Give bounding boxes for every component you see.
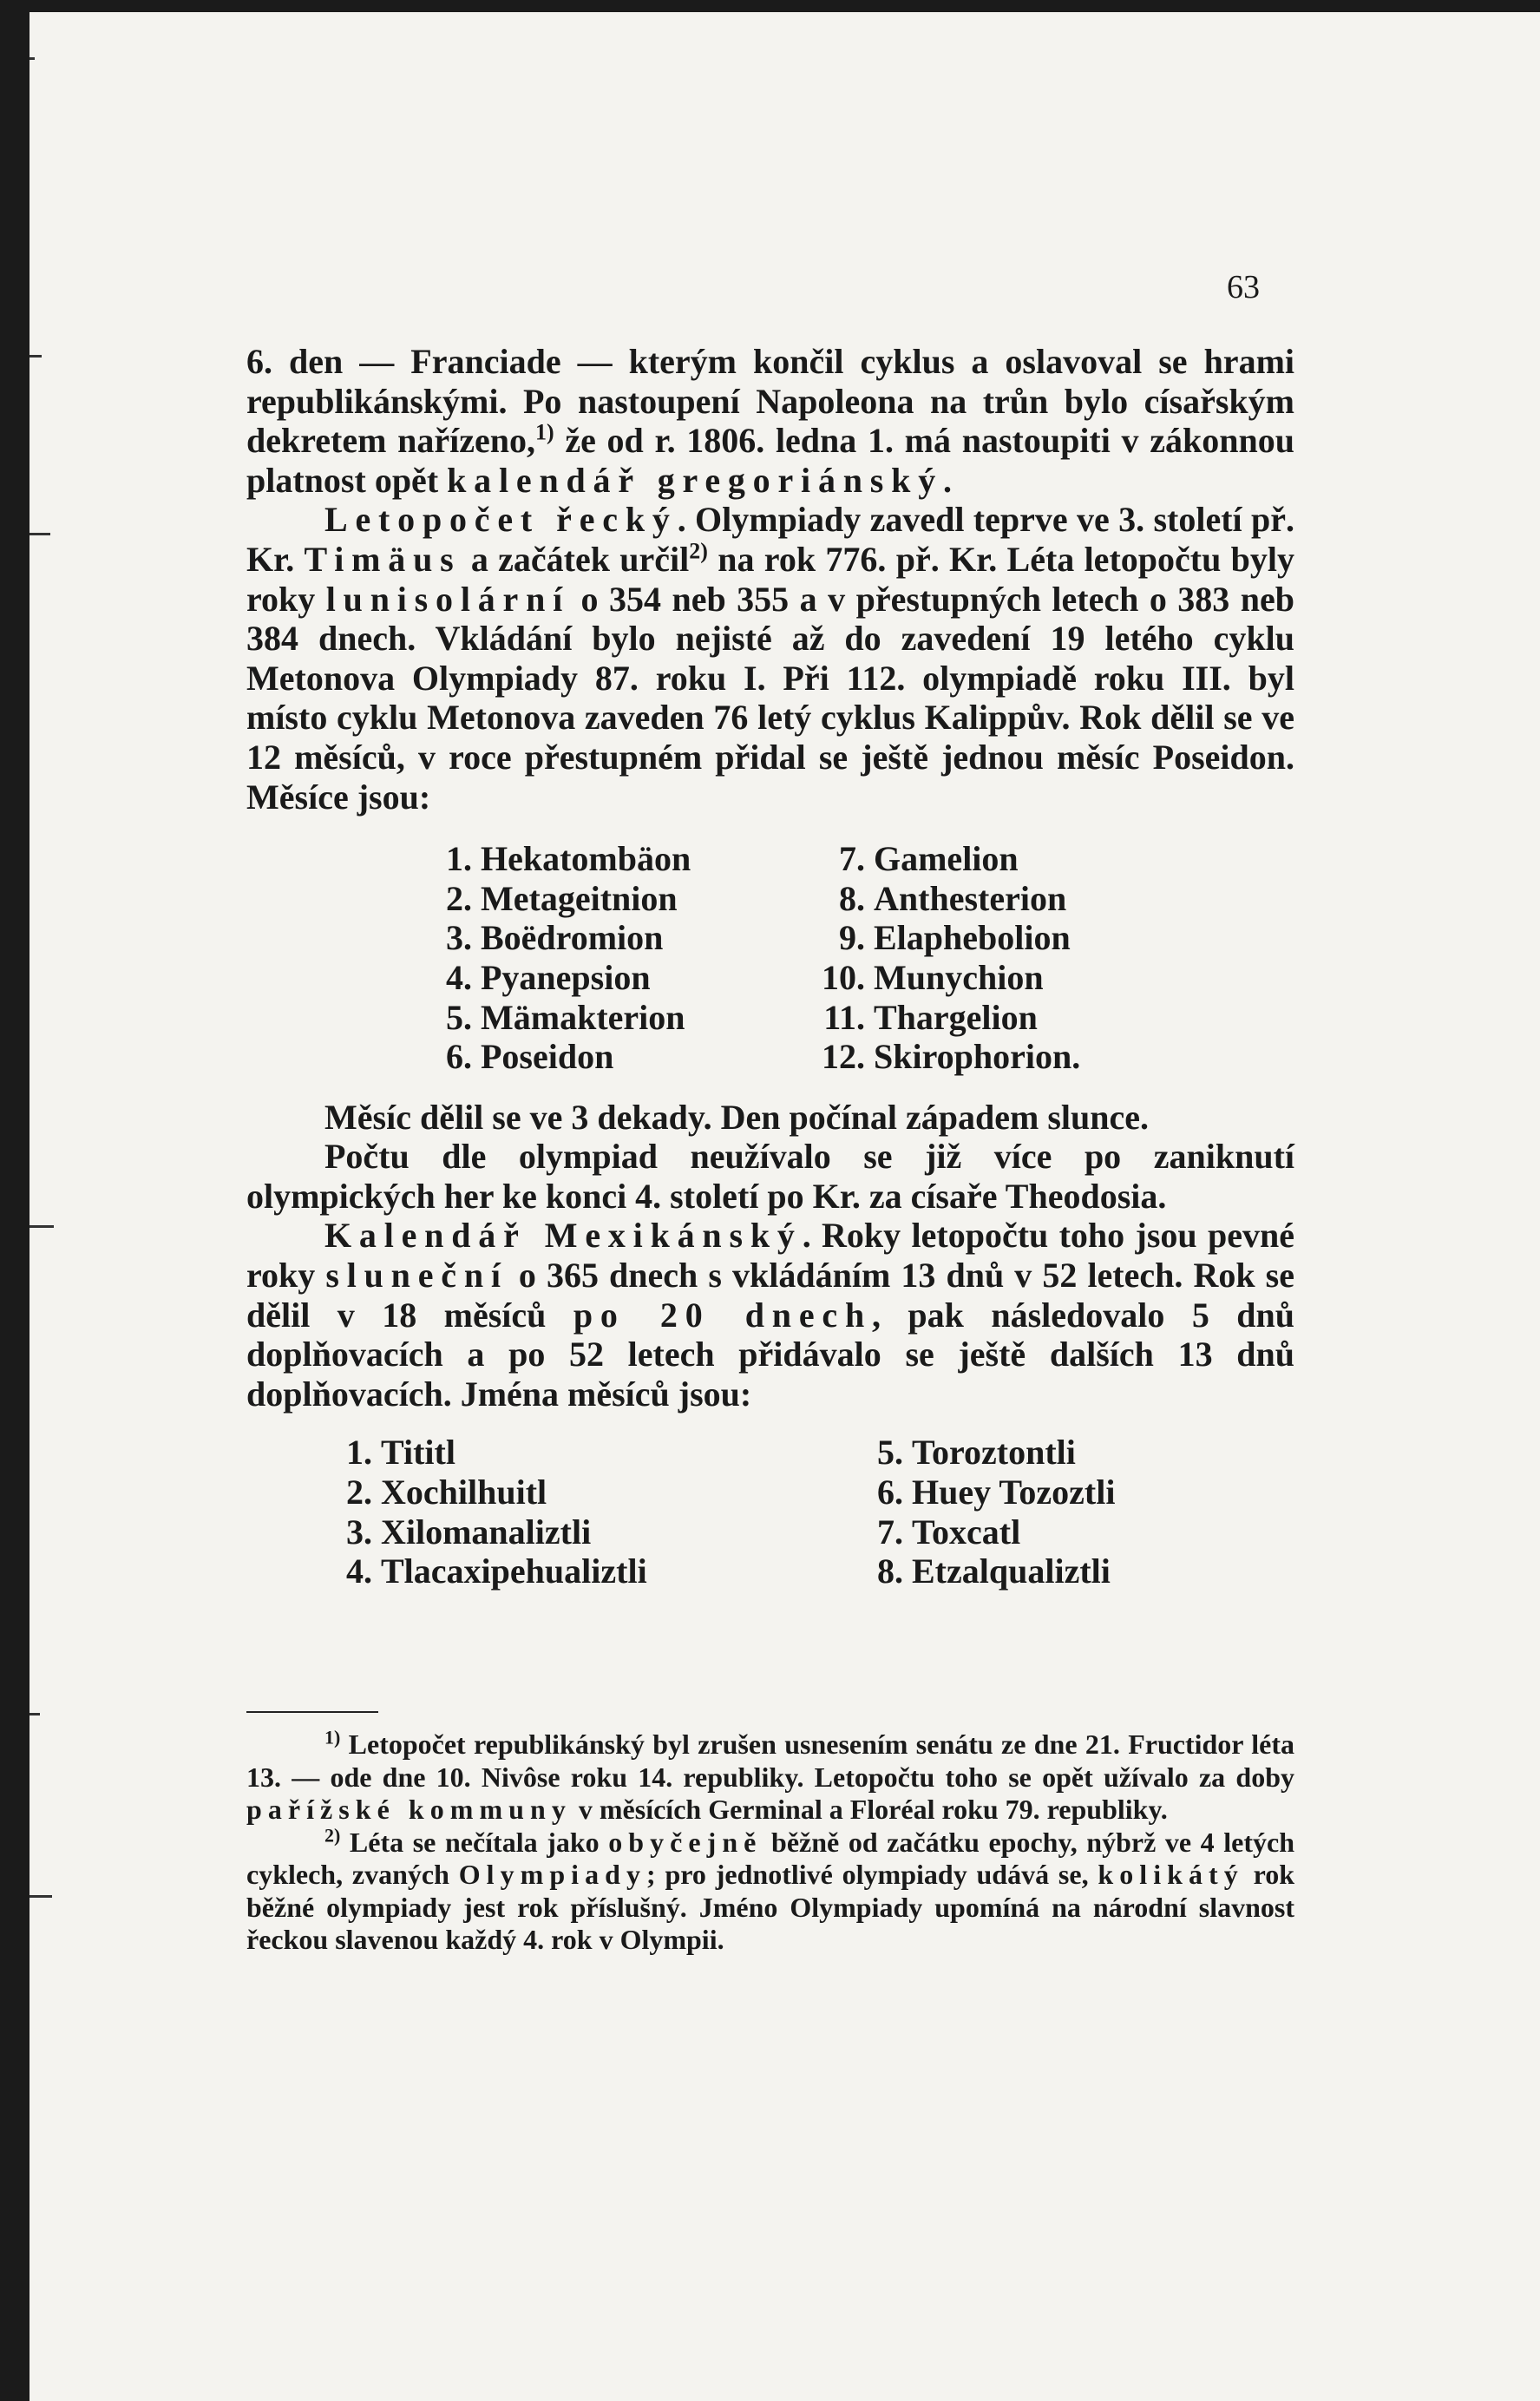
month-number: 2. — [446, 878, 472, 918]
month-name: Toxcatl — [912, 1512, 1021, 1551]
greek-month-item — [813, 998, 1160, 1038]
greek-month-item — [420, 1037, 813, 1077]
paragraph-olympiad-end: Počtu dle olympiad neužívalo se již více po zaniknutí olympických her ke konci 4. století po Kr. za císaře Theodosia. — [246, 1137, 1294, 1216]
month-name: Thargelion — [874, 997, 1038, 1037]
body-text — [246, 342, 1294, 1612]
greek-month-item — [813, 879, 1160, 919]
month-name: Tititl — [381, 1433, 455, 1473]
month-number: 7. — [877, 1512, 903, 1551]
greek-month-item — [420, 839, 813, 879]
month-name: Pyanepsion — [481, 957, 651, 997]
month-number: 11. — [823, 997, 865, 1037]
month-number: 9. — [839, 918, 865, 958]
month-number: 8. — [839, 878, 865, 918]
month-name: Anthesterion — [874, 878, 1067, 918]
mexican-month-item — [864, 1473, 1211, 1512]
paragraph-mexican-calendar: Kalendář Mexikánský. Roky letopočtu toho jsou pevné roky sluneční o 365 dnech s vkládáním 13 dnů v 52 letech. Rok se dělil v 18 měsíců po 20 dnech, pak následovalo 5 dnů doplňovacích a po 52 letech přidávalo se ještě dalších 13 dnů doplňovacích. Jména měsíců jsou: — [246, 1216, 1295, 1414]
footnote-divider — [246, 1711, 378, 1713]
month-number: 4. — [446, 957, 472, 997]
greek-month-item — [813, 918, 1160, 958]
mexican-month-item — [333, 1512, 864, 1552]
month-number: 4. — [346, 1551, 372, 1591]
month-name: Munychion — [874, 957, 1044, 997]
binding-edge — [29, 12, 64, 2401]
month-name: Tlacaxipehualiztli — [381, 1551, 647, 1591]
month-number: 5. — [877, 1433, 903, 1473]
footnote-ref-2: 2) — [689, 538, 708, 564]
greek-month-item — [813, 958, 1160, 998]
mexican-month-item — [864, 1551, 1211, 1591]
month-number: 6. — [446, 1037, 472, 1077]
footnotes — [246, 1726, 1295, 1957]
footnote-ref-1: 1) — [534, 419, 554, 445]
page-number: 63 — [1227, 269, 1260, 305]
month-name: Xilomanaliztli — [381, 1512, 592, 1551]
month-number: 5. — [446, 997, 472, 1037]
mexican-month-item — [333, 1433, 864, 1473]
month-name: Mämakterion — [481, 997, 685, 1037]
month-name: Skirophorion. — [874, 1037, 1081, 1077]
paragraph-decades: Měsíc dělil se ve 3 dekady. Den počínal západem slunce. — [324, 1097, 1149, 1137]
greek-month-item — [813, 1037, 1160, 1077]
paragraph-greek-calendar: Letopočet řecký. Olympiady zavedl teprve ve 3. století př. Kr. Timäus a začátek určil$^{2)}$ na rok 776. př. Kr. Léta letopočtu byly roky lunisolární o 354 neb 355 a v přestupných letech o 383 neb 384 dnech. Vkládání bylo nejisté až do zavedení 19 letého cyklu Metonova Olympiady 87. roku I. Při 112. olympiadě roku III. byl místo cyklu Metonova zaveden 76 letý cyklus Kalippův. Rok dělil se ve 12 měsíců, v roce přestupném přidal se ještě jednou měsíc Poseidon. Měsíce jsou: — [246, 500, 1295, 817]
month-name: Metageitnion — [481, 878, 678, 918]
month-number: 2. — [346, 1473, 372, 1512]
greek-month-item — [420, 918, 813, 958]
month-name: Hekatombäon — [481, 839, 691, 879]
month-name: Elaphebolion — [874, 918, 1071, 958]
mexican-month-list — [333, 1433, 1294, 1591]
month-number: 3. — [446, 918, 472, 958]
month-name: Poseidon — [481, 1037, 614, 1077]
paragraph-franciade: 6. den — Franciade — kterým končil cyklus a oslavoval se hrami republikánskými. Po nastoupení Napoleona na trůn bylo císařským dekretem nařízeno,$^{1)}$ že od r. 1806. ledna 1. má nastoupiti v zákonnou platnost opět kalendář gregoriánský. — [246, 342, 1294, 500]
page-sheet — [29, 12, 1540, 2401]
footnote-1: $^{1)}$ Letopočet republikánský byl zrušen usnesením senátu ze dne 21. Fructidor léta 13. — ode dne 10. Nivôse roku 14. republiky. Letopočtu toho se opět užívalo za doby pařížské kommuny v měsících Germinal a Floréal roku 79. republiky. — [246, 1726, 1294, 1825]
month-name: Gamelion — [874, 839, 1019, 879]
month-number: 6. — [877, 1473, 903, 1512]
month-number: 3. — [346, 1512, 372, 1551]
greek-month-item — [420, 958, 813, 998]
month-number: 7. — [839, 839, 865, 879]
mexican-month-item — [333, 1551, 864, 1591]
month-name: Toroztontli — [912, 1433, 1076, 1473]
month-number: 1. — [346, 1433, 372, 1473]
mexican-month-item — [864, 1512, 1211, 1552]
greek-month-item — [420, 879, 813, 919]
mexican-month-item — [333, 1473, 864, 1512]
month-number: 10. — [822, 957, 865, 997]
month-number: 1. — [446, 839, 472, 879]
month-name: Boëdromion — [481, 918, 664, 958]
greek-month-item — [813, 839, 1160, 879]
month-name: Huey Tozoztli — [912, 1473, 1116, 1512]
month-number: 8. — [877, 1551, 903, 1591]
month-number: 12. — [822, 1037, 865, 1077]
greek-month-item — [420, 998, 813, 1038]
month-name: Etzalqualiztli — [912, 1551, 1111, 1591]
month-name: Xochilhuitl — [381, 1473, 547, 1512]
mexican-month-item — [864, 1433, 1211, 1473]
greek-month-list — [420, 839, 1294, 1077]
footnote-2: $^{2)}$ Léta se nečítala jako obyčejně běžně od začátku epochy, nýbrž ve 4 letých cyklech, zvaných Olympiady; pro jednotlivé olympiady udává se, kolikátý rok běžné olympiady jest rok příslušný. Jméno Olympiady upomíná na národní slavnost řeckou slavenou každý 4. rok v Olympii. — [246, 1823, 1295, 1955]
